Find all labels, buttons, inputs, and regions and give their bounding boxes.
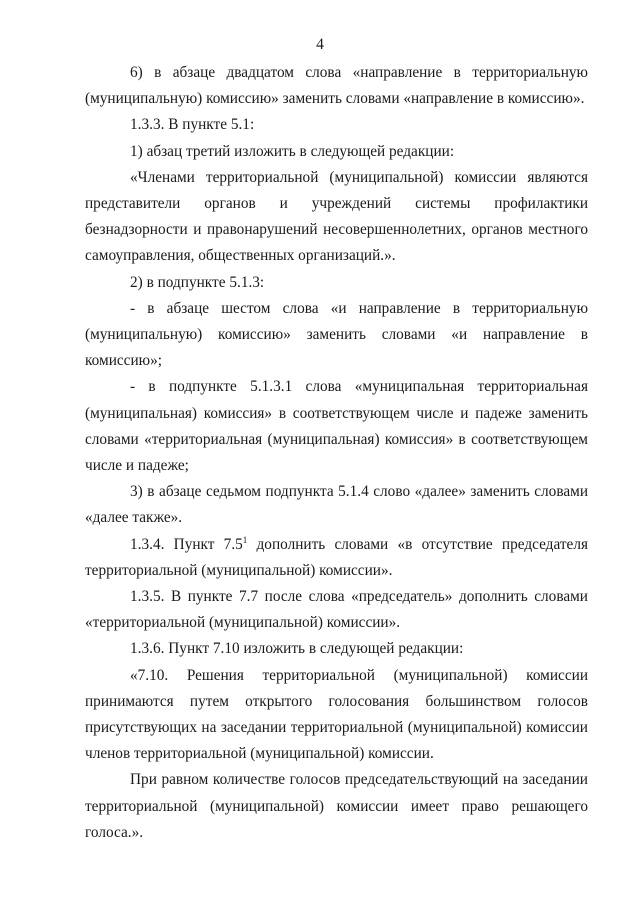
paragraph-1-3-6: 1.3.6. Пункт 7.10 изложить в следующей редакции: — [130, 640, 464, 658]
paragraph-1-3-4-end: дополнить словами «в отсутствие председателя территориальной (муниципальной) комиссии». — [85, 535, 588, 579]
page-number: 4 — [316, 36, 324, 53]
document-body — [85, 60, 588, 846]
paragraph-1-3-3: 1.3.3. В пункте 5.1: — [130, 116, 255, 134]
paragraph-abzac-6: - в абзаце шестом слова «и направление в территориальную (муниципальную) комиссию» заменить словами «и направление в комиссию»; — [85, 299, 588, 370]
paragraph-7-10: «7.10. Решения территориальной (муниципальной) комиссии принимаются путем открытого голосования большинством голосов присутствующих на заседании территориальной (муниципальной) комиссии членов территориальной (муниципальной) комиссии. — [85, 666, 588, 763]
paragraph-abzac-7: 3) в абзаце седьмом подпункта 5.1.4 слово «далее» заменить словами «далее также». — [85, 483, 588, 527]
paragraph-members-quote: «Членами территориальной (муниципальной) комиссии являются представители органов и учреждений системы профилактики безнадзорности и правонарушений несовершеннолетних, органов местного самоуправления, общественных организаций.». — [85, 168, 588, 265]
paragraph-abzac-3: 1) абзац третий изложить в следующей редакции: — [130, 142, 455, 160]
paragraph-subpoint-5-1-3-1: - в подпункте 5.1.3.1 слова «муниципальная территориальная (муниципальная) комиссия» в соответствующем числе и падеже заменить словами «территориальная (муниципальная) комиссия» в соответствующем числе и падеже; — [85, 378, 588, 475]
paragraph-1-3-5: 1.3.5. В пункте 7.7 после слова «председатель» дополнить словами «территориальной (муниципальной) комиссии». — [85, 588, 588, 632]
paragraph-equal-votes: При равном количестве голосов председательствующий на заседании территориальной (муниципальной) комиссии имеет право решающего голоса.». — [85, 771, 588, 841]
paragraph-amend-abzac-20: 6) в абзаце двадцатом слова «направление в территориальную (муниципальную) комиссию» заменить словами «направление в комиссию». — [85, 64, 588, 108]
paragraph-1-3-4-start: 1.3.4. Пункт 7.5 — [130, 535, 243, 553]
paragraph-1-3-4 — [85, 532, 588, 584]
paragraph-subpoint-5-1-3: 2) в подпункте 5.1.3: — [130, 273, 265, 291]
superscript-one: 1 — [242, 534, 248, 545]
